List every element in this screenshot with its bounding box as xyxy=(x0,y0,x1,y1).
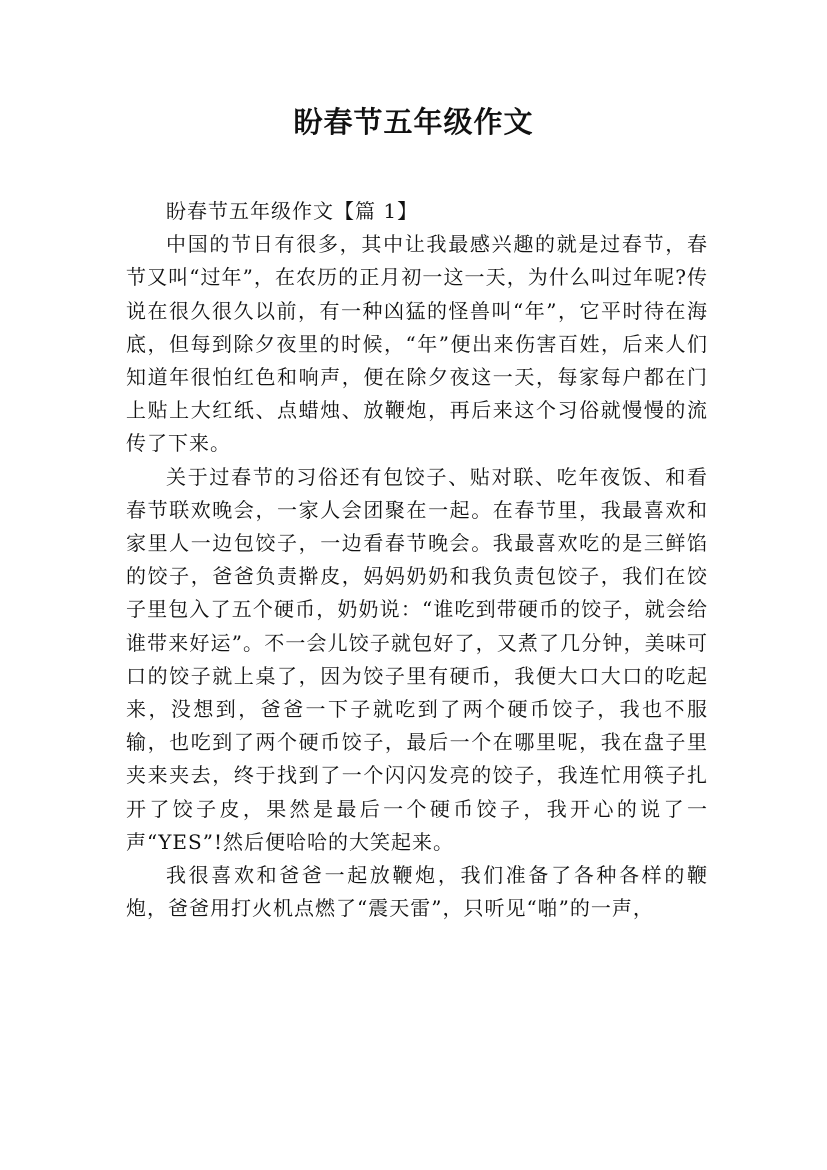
paragraph: 中国的节日有很多，其中让我最感兴趣的就是过春节，春节又叫“过年”，在农历的正月初一这一天，为什么叫过年呢?传说在很久很久以前，有一种凶猛的怪兽叫“年”，它平时待在海底，但每到除夕夜里的时候，“年”便出来伤害百姓，后来人们知道年很怕红色和响声，便在除夕夜这一天，每家每户都在门上贴上大红纸、点蜡烛、放鞭炮，再后来这个习俗就慢慢的流传了下来。 xyxy=(126,232,708,456)
paragraph: 我很喜欢和爸爸一起放鞭炮，我们准备了各种各样的鞭炮，爸爸用打火机点燃了“震天雷”，只听见“啪”的一声， xyxy=(126,863,708,921)
document-title: 盼春节五年级作文 xyxy=(293,105,534,139)
paragraph: 关于过春节的习俗还有包饺子、贴对联、吃年夜饭、和看春节联欢晚会，一家人会团聚在一起。在春节里，我最喜欢和家里人一边包饺子，一边看春节晚会。我最喜欢吃的是三鲜馅的饺子，爸爸负责擀皮，妈妈奶奶和我负责包饺子，我们在饺子里包入了五个硬币，奶奶说：“谁吃到带硬币的饺子，就会给谁带来好运”。不一会儿饺子就包好了，又煮了几分钟，美味可口的饺子就上桌了，因为饺子里有硬币，我便大口大口的吃起来，没想到，爸爸一下子就吃到了两个硬币饺子，我也不服输，也吃到了两个硬币饺子，最后一个在哪里呢，我在盘子里夹来夹去，终于找到了一个闪闪发亮的饺子，我连忙用筷子扎开了饺子皮，果然是最后一个硬币饺子，我开心的说了一声“YES”!然后便哈哈的大笑起来。 xyxy=(126,464,708,854)
section-heading: 盼春节五年级作文【篇 1】 xyxy=(166,199,419,223)
document-body xyxy=(126,195,708,925)
